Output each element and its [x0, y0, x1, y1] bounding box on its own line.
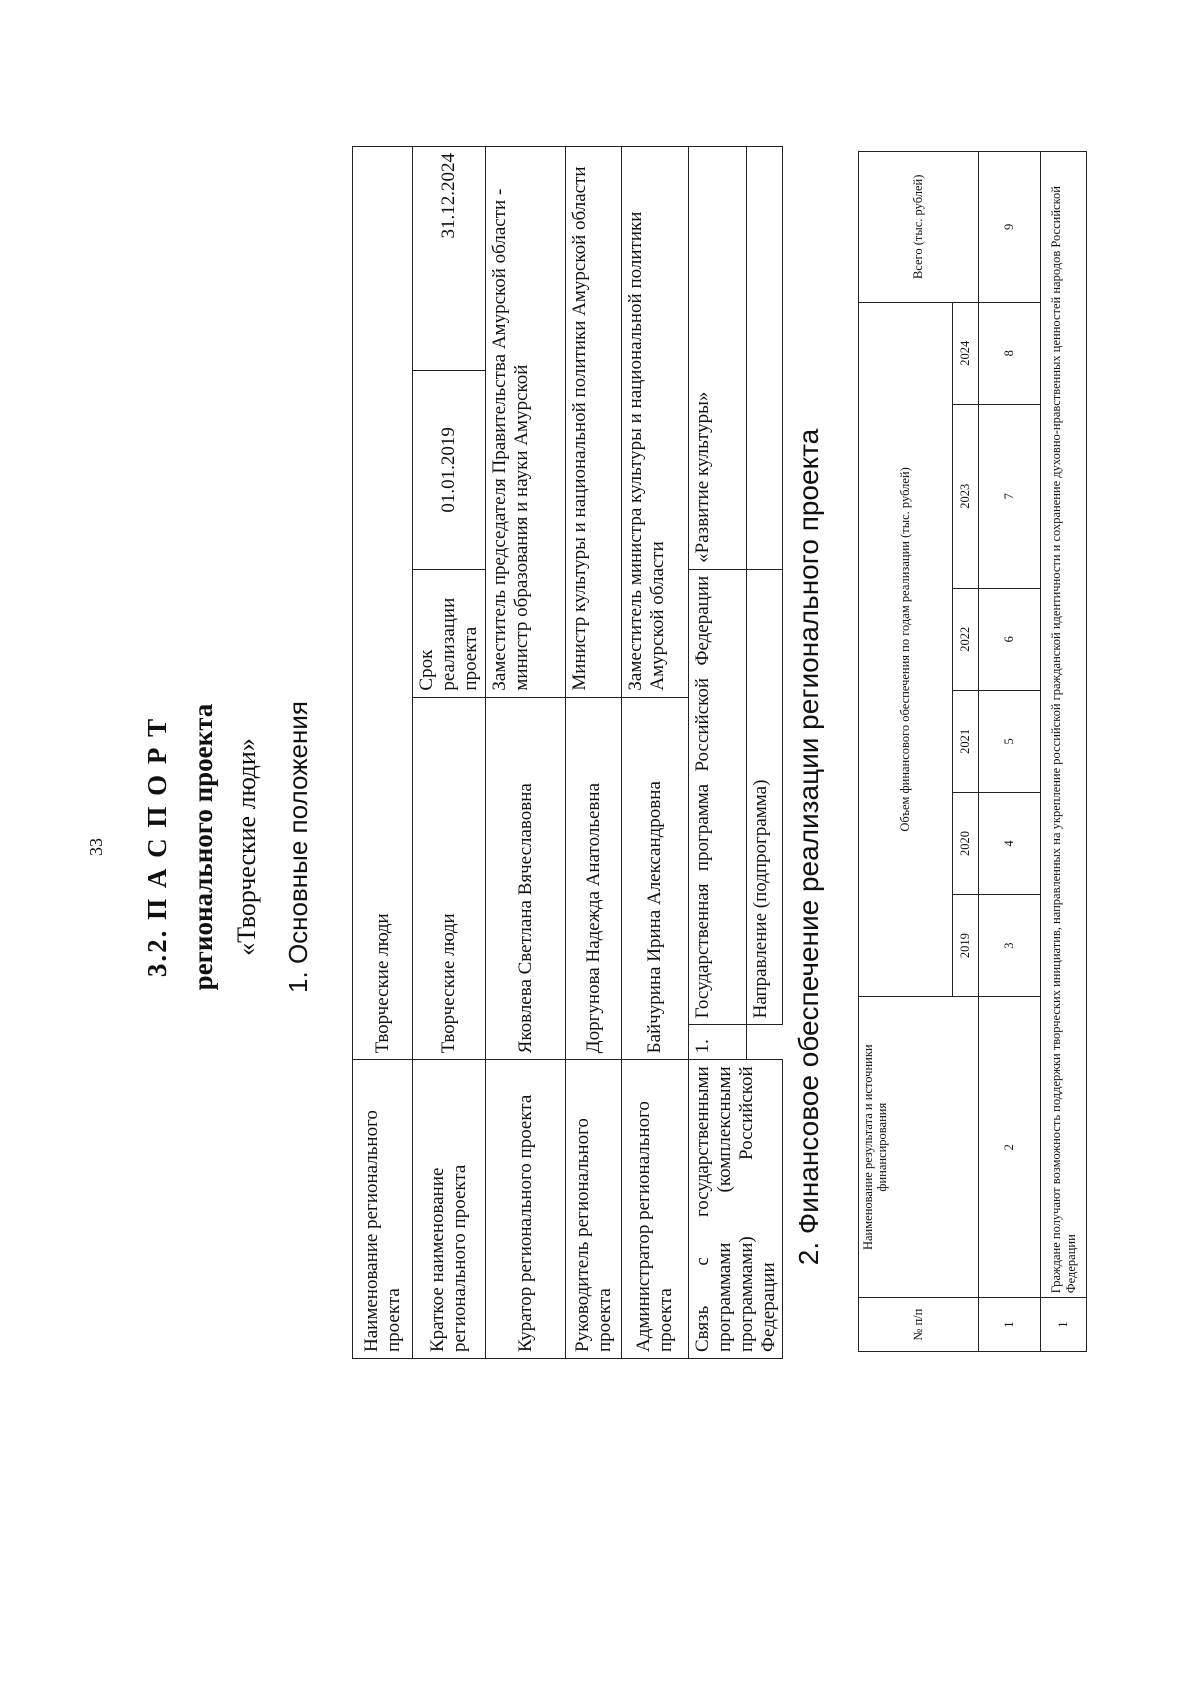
curator-name: Яковлева Светлана Вячеславовна: [486, 697, 566, 1060]
index-cell: 9: [979, 152, 1041, 303]
table-row: [413, 147, 486, 1359]
page-number: 33: [86, 838, 106, 856]
financing-table: [858, 151, 1087, 1352]
index-cell: 4: [979, 792, 1041, 894]
result-num: 1: [1041, 1298, 1087, 1352]
index-cell: 8: [979, 302, 1041, 404]
main-provisions-table: [352, 146, 783, 1359]
year-header: 2020: [953, 792, 979, 894]
result-text: Граждане получают возможность поддержки творческих инициатив, направленных на укрепление российской гражданской идентичности и сохранение духовно-нравственных ценностей народов Российской Федерации: [1041, 152, 1087, 1298]
year-header: 2023: [953, 404, 979, 588]
year-header: 2024: [953, 302, 979, 404]
table-row: [859, 152, 953, 1352]
link-empty-cell: [746, 1025, 783, 1060]
year-header: 2019: [953, 895, 979, 997]
doc-title: 3.2. П А С П О Р Т: [142, 716, 172, 978]
program-value: «Развитие культуры»: [689, 147, 747, 570]
index-cell: 1: [979, 1298, 1041, 1352]
index-cell: 2: [979, 997, 1041, 1298]
year-header: 2022: [953, 588, 979, 690]
term-end: 31.12.2024: [413, 147, 486, 371]
col-header-volume: Объем финансового обеспечения по годам реализации (тыс. рублей): [859, 302, 953, 997]
section2-title: 2. Финансовое обеспечение реализации регионального проекта: [793, 428, 824, 1266]
index-cell: 7: [979, 404, 1041, 588]
index-cell: 6: [979, 588, 1041, 690]
year-header: 2021: [953, 690, 979, 792]
row-value-short-name: Творческие люди: [413, 697, 486, 1060]
curator-position: Заместитель председателя Правительства Амурской области - министр образования и науки Амурской: [486, 147, 566, 698]
project-name-heading: «Творческие люди»: [232, 738, 261, 956]
term-label: Срок реализации проекта: [413, 569, 486, 697]
index-cell: 3: [979, 895, 1041, 997]
table-row: [353, 147, 413, 1359]
row-label-curator: Куратор регионального проекта: [486, 1060, 566, 1359]
head-name: Доргунова Надежда Анатольевна: [566, 697, 622, 1060]
admin-name: Байчурина Ирина Александровна: [622, 697, 689, 1060]
table-row: [622, 147, 689, 1359]
index-cell: 5: [979, 690, 1041, 792]
col-header-total: Всего (тыс. рублей): [859, 152, 979, 303]
col-header-num: № п/п: [859, 1298, 979, 1352]
table-row: [1041, 152, 1087, 1352]
table-row: [486, 147, 566, 1359]
link-item-number: 1.: [689, 1025, 747, 1060]
admin-position: Заместитель министра культуры и национальной политики Амурской области: [622, 147, 689, 698]
term-start: 01.01.2019: [413, 370, 486, 569]
program-label: Государственная программа Российской Федерации: [689, 569, 747, 1025]
row-label-link: Связь с государственными программами (комплексными программами) Российской Федерации: [689, 1060, 783, 1359]
row-value-name: Творческие люди: [353, 147, 413, 1060]
direction-label: Направление (подпрограмма): [746, 569, 783, 1025]
row-label-name: Наименование регионального проекта: [353, 1060, 413, 1359]
table-row: [979, 152, 1041, 1352]
direction-value: [746, 147, 783, 570]
row-label-admin: Администратор регионального проекта: [622, 1060, 689, 1359]
head-position: Министр культуры и национальной политики Амурской области: [566, 147, 622, 698]
table-row: [566, 147, 622, 1359]
table-row: [689, 147, 747, 1359]
col-header-name: Наименование результата и источники финансирования: [859, 997, 979, 1298]
row-label-head: Руководитель регионального проекта: [566, 1060, 622, 1359]
row-label-short-name: Краткое наименование регионального проекта: [413, 1060, 486, 1359]
section1-title: 1. Основные положения: [283, 701, 313, 993]
doc-subtitle: регионального проекта: [188, 703, 218, 991]
